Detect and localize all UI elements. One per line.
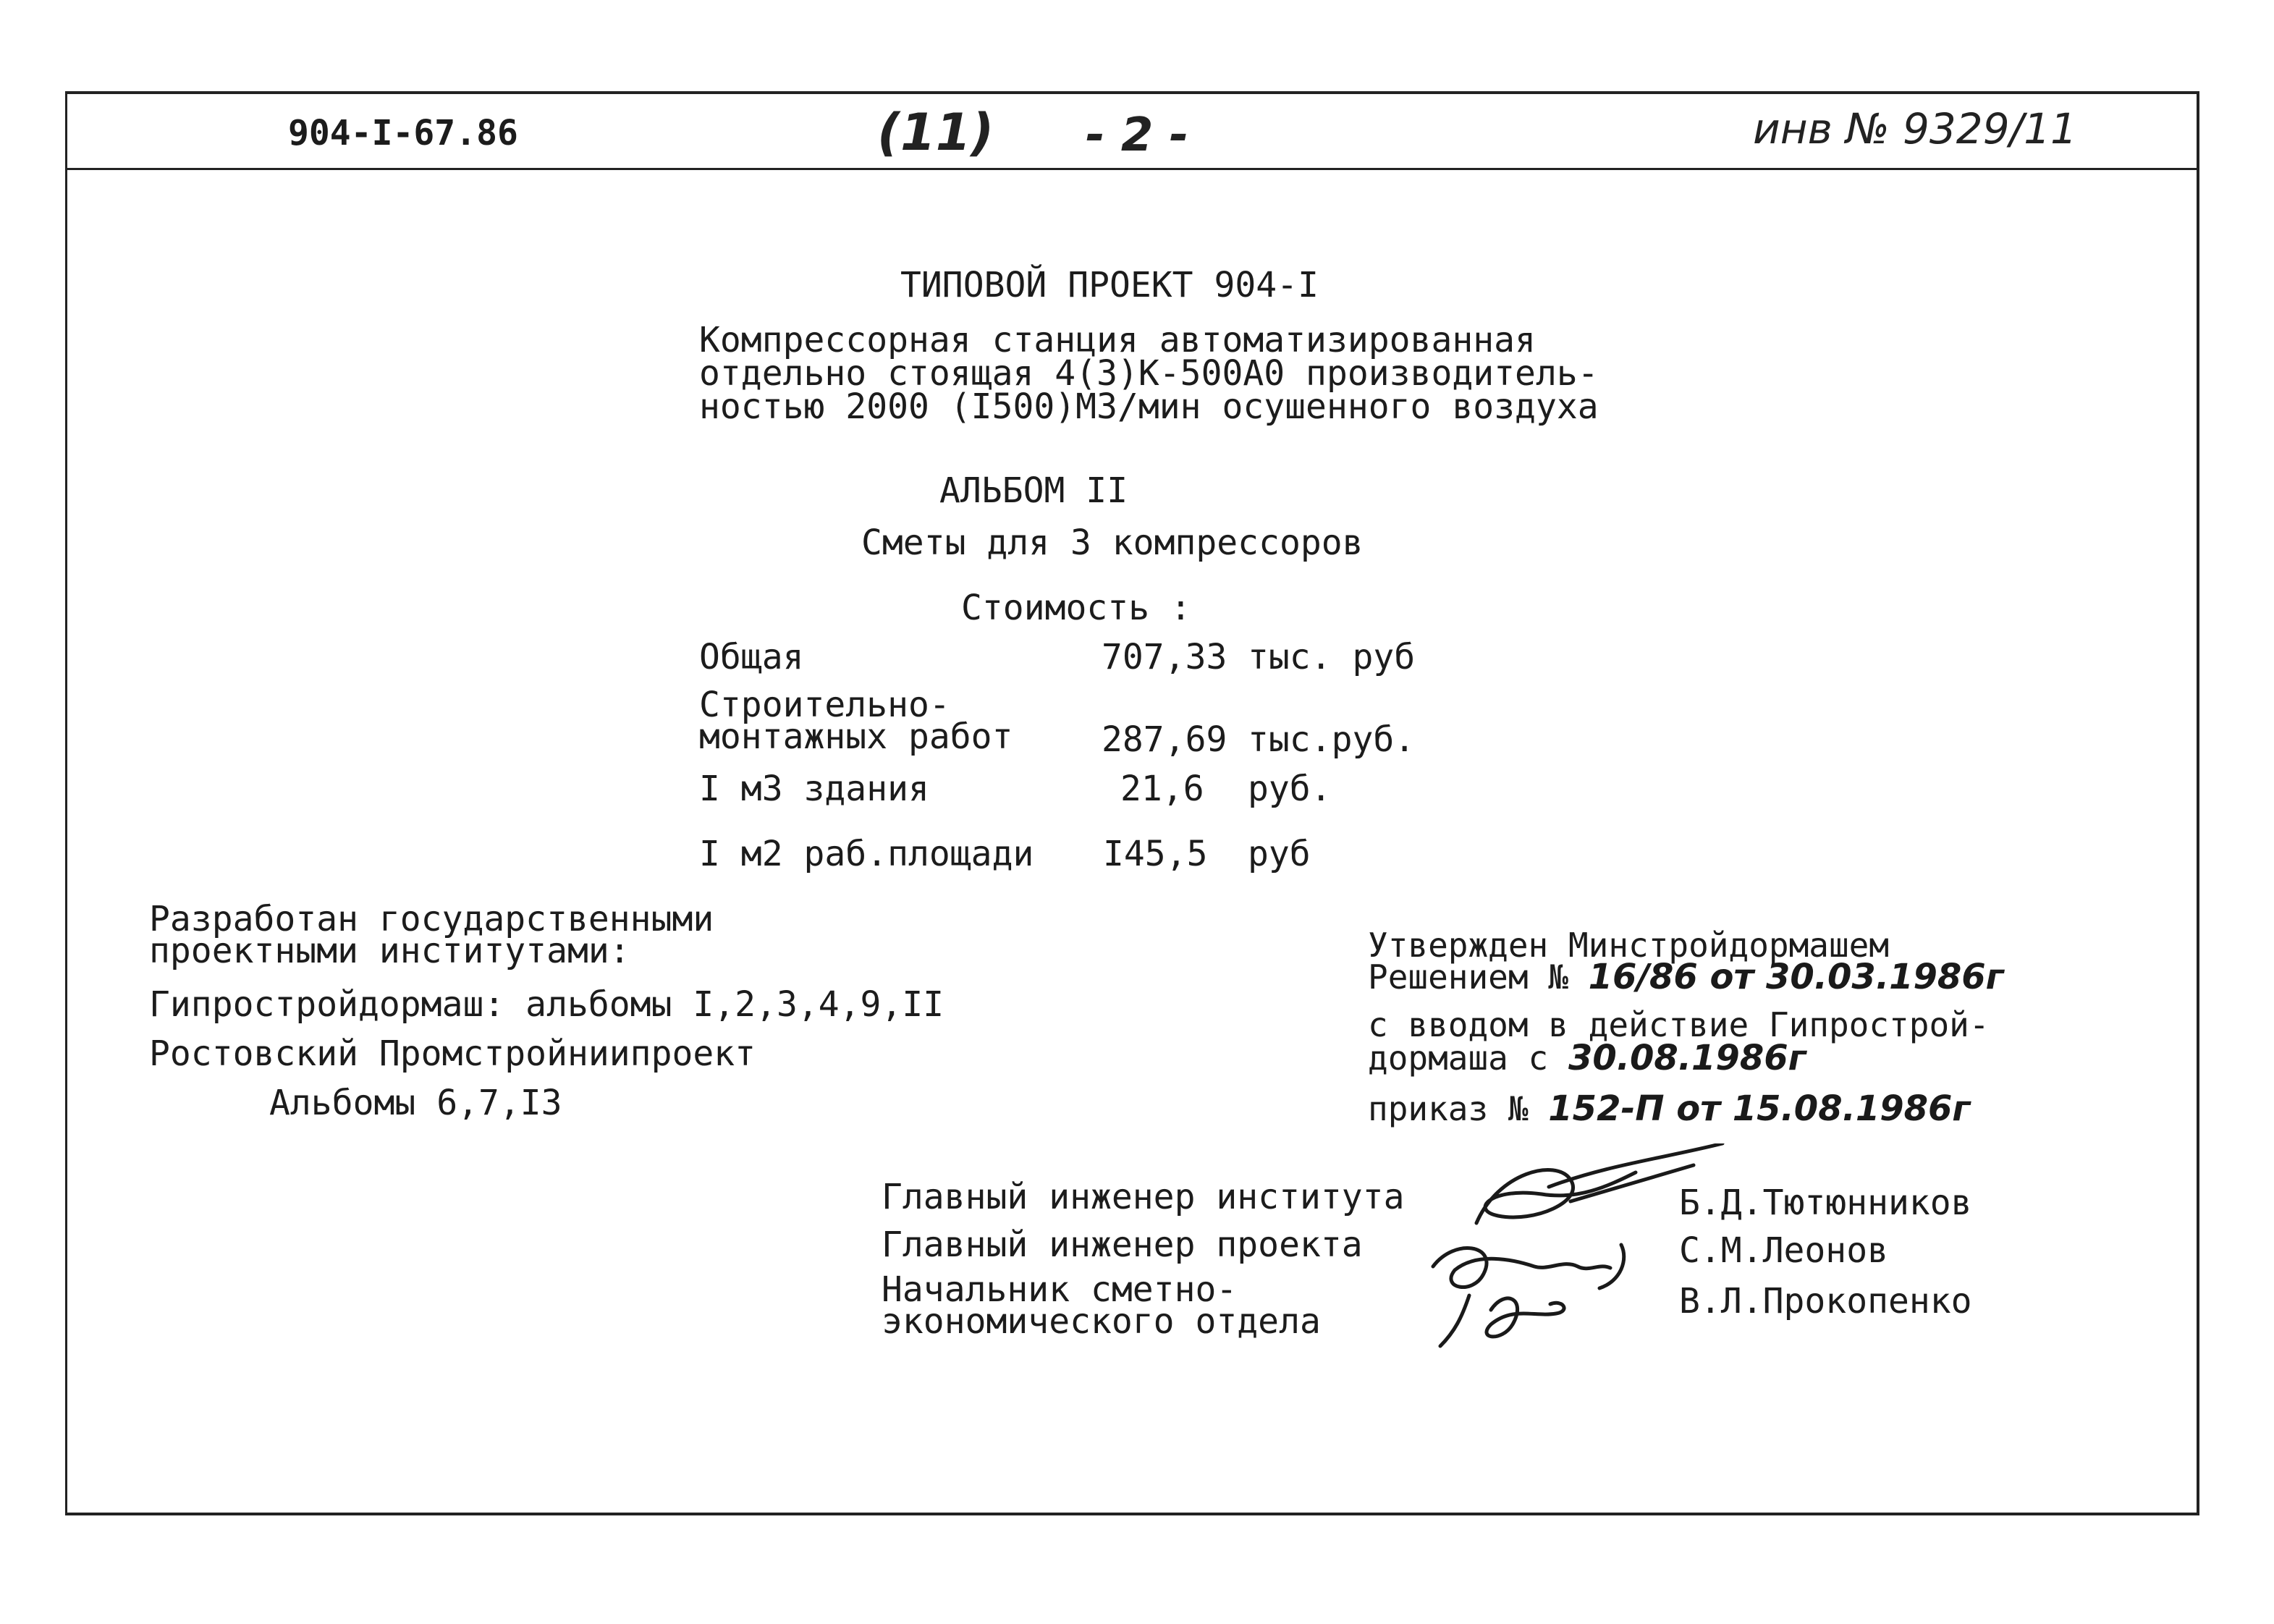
signature-scribble-3 <box>1440 1295 1564 1346</box>
approved-line-4 <box>1368 1038 1806 1078</box>
header-rule <box>65 168 2197 170</box>
cost-label-m3: I м3 здания <box>699 769 929 809</box>
description-line-3: ностью 2000 (I500)М3/мин осушенного воздуха <box>699 386 1599 427</box>
developed-line-3: Гипростройдормаш: альбомы I,2,3,4,9,II <box>149 984 944 1025</box>
signature-name-3: В.Л.Прокопенко <box>1679 1281 1972 1321</box>
developed-line-2: проектными институтами: <box>149 931 630 971</box>
handwritten-signatures <box>1390 1143 1795 1361</box>
approved-enacted-prefix: дормаша с <box>1368 1039 1549 1078</box>
signature-role-3: Начальник сметно- экономического отдела <box>882 1269 1321 1342</box>
developed-line-5: Альбомы 6,7,I3 <box>269 1083 562 1123</box>
approved-line-1: Утвержден Минстройдормашем <box>1368 926 1890 965</box>
page-number: - 2 - <box>1086 109 1189 162</box>
developed-line-4: Ростовский Промстройниипроект <box>149 1033 756 1074</box>
project-title: ТИПОВОЙ ПРОЕКТ 904-I <box>900 265 1319 305</box>
album-subtitle: Сметы для 3 компрессоров <box>861 523 1364 563</box>
developed-line-1: Разработан государственными <box>149 899 714 939</box>
cost-value-m3: 21,6 <box>1120 769 1204 809</box>
approved-order-handwritten: 152-П от 15.08.1986г <box>1548 1088 1971 1129</box>
signature-scribble-1 <box>1476 1143 1723 1223</box>
cost-label-total: Общая <box>699 637 804 677</box>
cost-value-construction: 287,69 <box>1102 719 1227 760</box>
doc-code: 904-I-67.86 <box>288 113 518 153</box>
cost-unit-construction: тыс.руб. <box>1248 719 1416 760</box>
approved-line-2 <box>1368 957 2004 997</box>
cost-unit-m3: руб. <box>1248 769 1332 809</box>
cost-label-m2: I м2 раб.площади <box>699 834 1034 874</box>
handwritten-album-number: (11) <box>877 103 994 162</box>
signature-role-2: Главный инженер проекта <box>882 1225 1363 1265</box>
approved-line-5 <box>1368 1088 1971 1129</box>
cost-value-total: 707,33 <box>1102 637 1227 677</box>
cost-unit-total: тыс. руб <box>1248 637 1416 677</box>
signature-scribble-2 <box>1433 1245 1624 1288</box>
approved-enacted-date-handwritten: 30.08.1986г <box>1568 1038 1806 1078</box>
signature-role-1: Главный инженер института <box>882 1177 1405 1217</box>
approved-decision-handwritten: 16/86 от 30.03.1986г <box>1588 957 2004 997</box>
cost-label-construction: Строительно- монтажных работ <box>699 685 1013 757</box>
cost-heading: Стоимость : <box>961 588 1191 628</box>
signature-name-2: С.М.Леонов <box>1679 1230 1888 1271</box>
cost-value-m2: I45,5 <box>1103 834 1208 874</box>
approved-decision-prefix: Решением № <box>1368 957 1568 997</box>
approved-order-prefix: приказ № <box>1368 1089 1529 1128</box>
album-title: АЛЬБОМ II <box>939 470 1128 511</box>
signature-name-1: Б.Д.Тютюнников <box>1679 1183 1972 1223</box>
inventory-number: инв № 9329/11 <box>1753 104 2077 153</box>
description-line-1: Компрессорная станция автоматизированная <box>699 320 1536 360</box>
approved-line-3: с вводом в действие Гипрострой- <box>1368 1005 1990 1044</box>
cost-unit-m2: руб <box>1248 834 1311 874</box>
description-line-2: отдельно стоящая 4(3)К-500А0 производитель- <box>699 353 1599 394</box>
